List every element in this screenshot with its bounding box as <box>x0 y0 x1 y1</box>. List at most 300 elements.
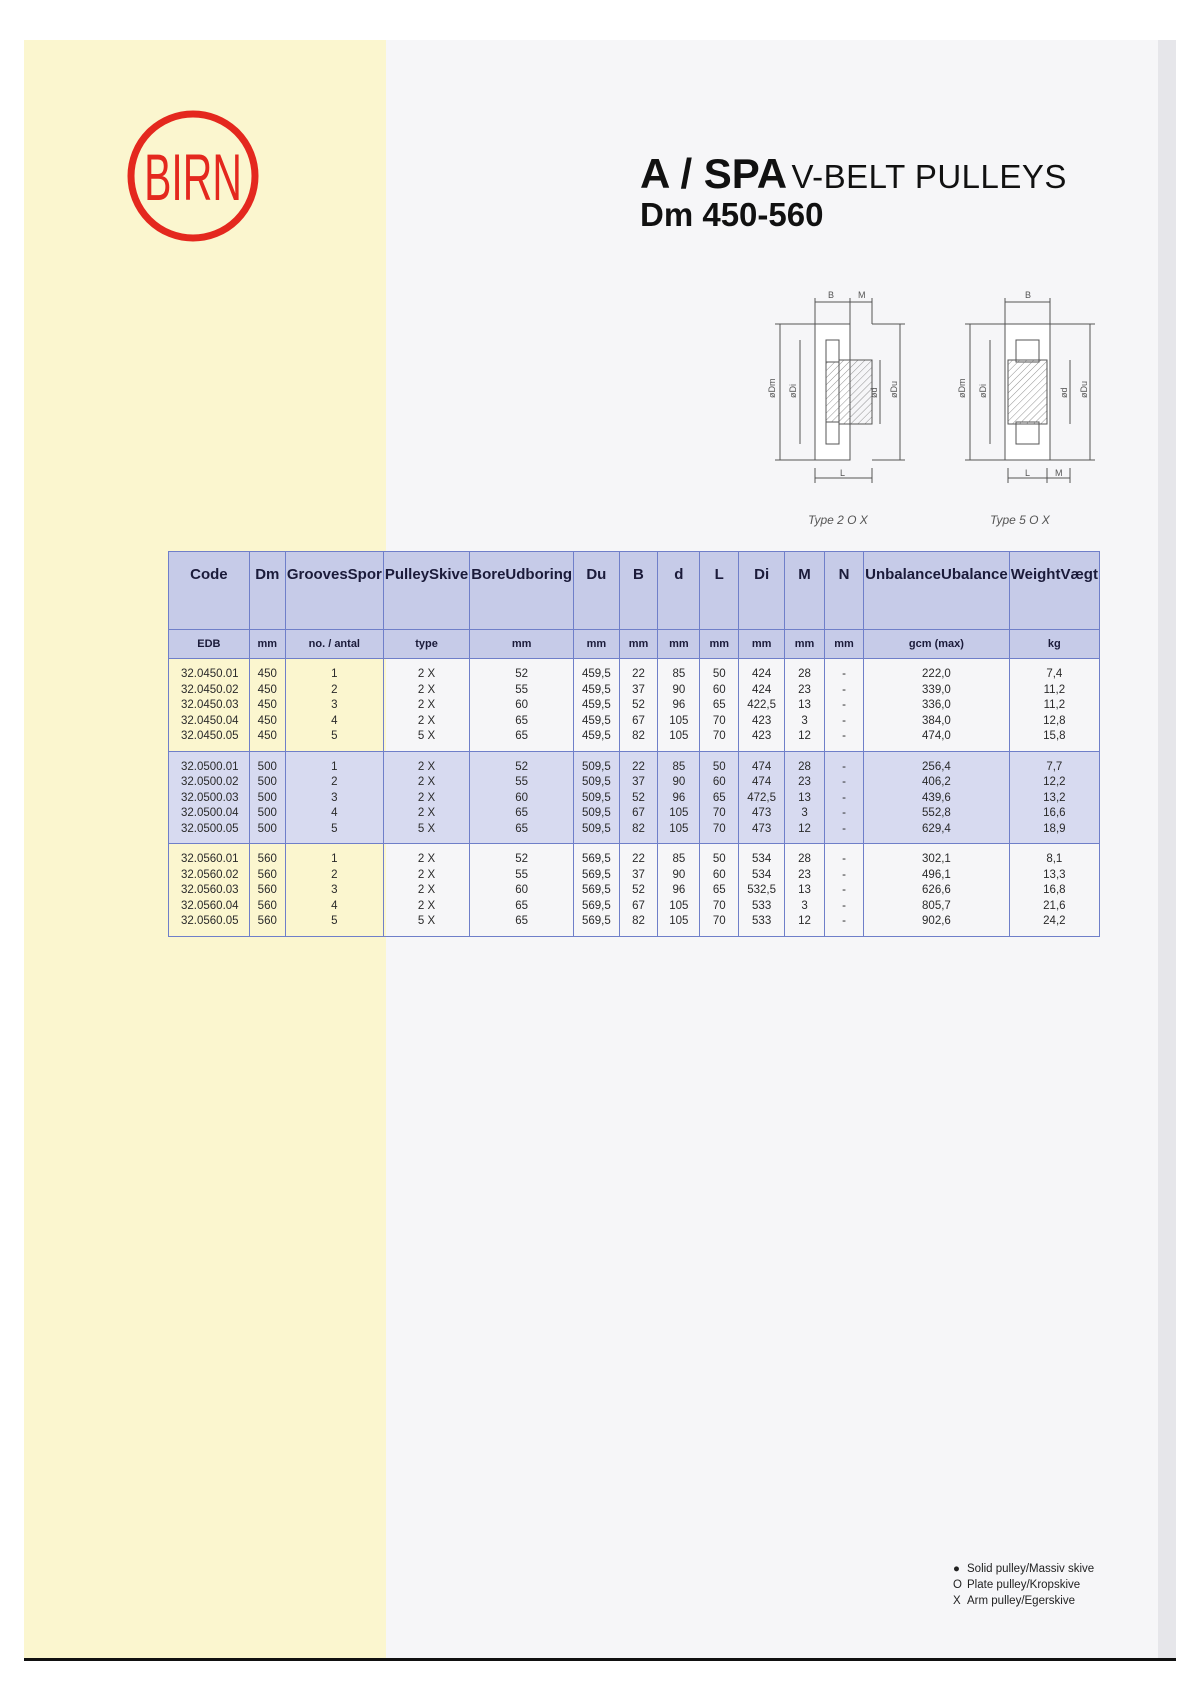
cell-value: - <box>842 822 846 835</box>
column-unit: mm <box>785 630 825 659</box>
column-header-line: d <box>674 566 684 583</box>
page-bottom-rule <box>24 1658 1176 1661</box>
dim-label-b: B <box>828 290 835 300</box>
cell-value: 424 <box>752 683 772 696</box>
table-cell <box>619 659 658 752</box>
cell-value: 32.0500.04 <box>181 807 239 819</box>
cell-value: 65 <box>515 807 529 819</box>
column-header-line: Vægt <box>1060 566 1098 583</box>
cell-value: 4 <box>331 714 338 727</box>
cell-value: - <box>842 668 846 680</box>
cell-value: 15,8 <box>1043 730 1066 742</box>
cell-value: 500 <box>257 776 277 788</box>
cell-value: 552,8 <box>922 807 951 819</box>
cell-value: 533 <box>752 915 772 927</box>
cell-value: 70 <box>712 822 726 835</box>
cell-value: 629,4 <box>922 822 951 835</box>
table-cell <box>574 844 620 937</box>
cell-value: 336,0 <box>922 699 951 711</box>
cell-value: 50 <box>712 668 726 680</box>
cell-value: 105 <box>669 822 689 835</box>
cell-value: 32.0450.02 <box>181 683 239 696</box>
cell-value: 65 <box>515 730 529 742</box>
cell-value: 509,5 <box>581 791 611 804</box>
cell-value: 2 X <box>417 714 436 727</box>
cell-value: - <box>842 791 846 804</box>
table-cell <box>658 751 700 844</box>
cell-value: 24,2 <box>1043 915 1066 927</box>
cell-value: 473 <box>752 822 772 835</box>
cell-value: 105 <box>669 915 689 927</box>
cell-value: 439,6 <box>922 791 951 804</box>
logo-text: BIRN <box>144 139 242 215</box>
cell-value: - <box>842 714 846 727</box>
cell-value: - <box>842 760 846 773</box>
cell-value: 50 <box>712 853 726 865</box>
cell-value: 569,5 <box>581 853 611 865</box>
title-light: V-BELT PULLEYS <box>791 158 1067 195</box>
cell-value: - <box>842 730 846 742</box>
cell-value: 2 X <box>417 668 436 680</box>
cell-value: 85 <box>672 760 686 773</box>
cell-value: 32.0450.05 <box>181 730 239 742</box>
table-cell <box>285 659 383 752</box>
cell-value: 32.0560.03 <box>181 884 239 896</box>
cell-value: - <box>842 807 846 819</box>
dim-label-l: L <box>1025 468 1031 478</box>
table-cell <box>574 751 620 844</box>
cell-value: 105 <box>669 899 689 912</box>
cell-value: 459,5 <box>581 683 611 696</box>
type2-caption: Type 2 O X <box>808 513 868 527</box>
dim-label-dm: øDm <box>767 378 777 398</box>
cell-value: 533 <box>752 899 772 912</box>
legend-item <box>953 1577 1094 1593</box>
column-unit: EDB <box>169 630 250 659</box>
legend-item <box>953 1593 1094 1609</box>
cell-value: 82 <box>632 822 645 835</box>
cell-value: 1 <box>331 853 338 865</box>
column-header-line: N <box>838 566 850 583</box>
cell-value: 22 <box>632 760 645 773</box>
page-title <box>640 150 1067 198</box>
cell-value: 2 <box>331 683 338 696</box>
table-row-group <box>169 659 1100 752</box>
column-unit: gcm (max) <box>864 630 1010 659</box>
dim-label-b: B <box>1025 290 1032 300</box>
table-cell <box>785 659 825 752</box>
cell-value: 450 <box>257 683 277 696</box>
cell-value: 7,7 <box>1046 760 1063 773</box>
table-cell <box>470 844 574 937</box>
cell-value: 222,0 <box>922 668 951 680</box>
column-header <box>658 552 700 630</box>
cell-value: 96 <box>672 884 686 896</box>
column-unit: type <box>383 630 469 659</box>
cell-value: 28 <box>798 760 811 773</box>
table-cell <box>249 751 285 844</box>
column-header-line: Spor <box>347 566 382 583</box>
cell-value: 82 <box>632 915 645 927</box>
cell-value: - <box>842 884 846 896</box>
cell-value: 302,1 <box>922 853 951 865</box>
cell-value: 500 <box>257 807 277 819</box>
cell-value: 60 <box>712 868 726 881</box>
legend-text: Plate pulley/Kropskive <box>967 1579 1081 1591</box>
cell-value: 16,8 <box>1043 884 1066 896</box>
cell-value: 52 <box>632 699 645 711</box>
cell-value: 32.0450.03 <box>181 699 239 711</box>
table-cell <box>383 844 469 937</box>
cell-value: 459,5 <box>581 714 611 727</box>
dim-label-du: øDu <box>1079 380 1089 398</box>
cell-value: 32.0560.04 <box>181 899 239 912</box>
table-cell <box>785 751 825 844</box>
cell-value: 18,9 <box>1043 822 1066 835</box>
table-cell <box>824 844 863 937</box>
cell-value: 560 <box>257 915 277 927</box>
cell-value: 2 X <box>417 899 436 912</box>
cell-value: 82 <box>632 730 645 742</box>
table-cell <box>169 659 250 752</box>
cell-value: 32.0450.01 <box>181 668 239 680</box>
column-header-line: Grooves <box>286 566 348 583</box>
cell-value: 90 <box>672 776 686 788</box>
cell-value: 459,5 <box>581 668 611 680</box>
table-cell <box>619 844 658 937</box>
cell-value: 12,8 <box>1043 714 1066 727</box>
table-cell <box>824 659 863 752</box>
dim-label-dm: øDm <box>957 378 967 398</box>
dim-label-d: ød <box>1059 387 1069 398</box>
cell-value: 500 <box>257 791 277 804</box>
cell-value: - <box>842 699 846 711</box>
cell-value: 12 <box>798 822 811 835</box>
cell-value: 474 <box>752 776 772 788</box>
cell-value: 509,5 <box>581 776 611 788</box>
table-cell <box>470 751 574 844</box>
table-units-row <box>169 630 1100 659</box>
table-cell <box>1009 659 1099 752</box>
cell-value: 500 <box>257 760 277 773</box>
cell-value: 60 <box>515 791 529 804</box>
cell-value: 2 X <box>417 884 436 896</box>
cell-value: 406,2 <box>922 776 951 788</box>
cell-value: 1 <box>331 668 338 680</box>
cell-value: 509,5 <box>581 760 611 773</box>
cell-value: 13 <box>798 791 811 804</box>
table-row-group <box>169 751 1100 844</box>
cell-value: 5 <box>331 822 338 835</box>
birn-logo <box>125 108 261 244</box>
column-header-line: M <box>798 566 811 583</box>
column-unit: mm <box>249 630 285 659</box>
pulley-spec-table <box>168 551 1100 937</box>
column-unit: mm <box>658 630 700 659</box>
cell-value: 60 <box>515 884 529 896</box>
cell-value: 12 <box>798 730 811 742</box>
cell-value: 459,5 <box>581 699 611 711</box>
cell-value: 13 <box>798 699 811 711</box>
cell-value: 424 <box>752 668 772 680</box>
cell-value: 805,7 <box>922 899 951 912</box>
table-cell <box>864 751 1010 844</box>
table-cell <box>864 659 1010 752</box>
cell-value: 32.0560.05 <box>181 915 239 927</box>
cell-value: 67 <box>632 714 645 727</box>
cell-value: 2 X <box>417 699 436 711</box>
cell-value: 105 <box>669 714 689 727</box>
cell-value: 569,5 <box>581 884 611 896</box>
cell-value: 496,1 <box>922 868 951 881</box>
dim-label-du: øDu <box>889 380 899 398</box>
table-row <box>169 659 1100 752</box>
cell-value: 2 X <box>417 683 436 696</box>
column-header <box>739 552 785 630</box>
column-header <box>169 552 250 630</box>
cell-value: 2 <box>331 776 338 788</box>
cell-value: 60 <box>515 699 529 711</box>
cell-value: 423 <box>752 714 772 727</box>
column-header <box>383 552 469 630</box>
cell-value: 422,5 <box>747 699 777 711</box>
table-cell <box>739 659 785 752</box>
legend-symbol: ● <box>953 1563 960 1575</box>
dim-label-m: M <box>858 290 866 300</box>
cell-value: 90 <box>672 683 686 696</box>
cell-value: 560 <box>257 899 277 912</box>
table-cell <box>658 659 700 752</box>
column-unit: mm <box>700 630 739 659</box>
cell-value: 339,0 <box>922 683 951 696</box>
cell-value: 37 <box>632 683 645 696</box>
cell-value: 626,6 <box>922 884 951 896</box>
cell-value: 509,5 <box>581 807 611 819</box>
title-bold: A / SPA <box>640 150 788 197</box>
cell-value: 65 <box>515 822 529 835</box>
cell-value: 55 <box>515 776 529 788</box>
cell-value: 70 <box>712 807 726 819</box>
cell-value: 472,5 <box>747 791 777 804</box>
cell-value: 67 <box>632 899 645 912</box>
column-header-line: Dm <box>255 566 280 583</box>
cell-value: 474,0 <box>922 730 951 742</box>
cell-value: 60 <box>712 683 726 696</box>
cell-value: 450 <box>257 668 277 680</box>
column-header-line: Bore <box>471 566 506 583</box>
dim-label-m: M <box>1055 468 1063 478</box>
cell-value: 1 <box>331 760 338 773</box>
column-unit: mm <box>739 630 785 659</box>
table-cell <box>700 659 739 752</box>
cell-value: 450 <box>257 699 277 711</box>
cell-value: 560 <box>257 853 277 865</box>
cell-value: 11,2 <box>1043 683 1066 696</box>
cell-value: 85 <box>672 668 686 680</box>
column-header <box>700 552 739 630</box>
cell-value: 96 <box>672 699 686 711</box>
page-subtitle: Dm 450-560 <box>640 196 824 233</box>
legend-text: Arm pulley/Egerskive <box>967 1595 1076 1607</box>
cell-value: 509,5 <box>581 822 611 835</box>
cell-value: 16,6 <box>1043 807 1066 819</box>
cell-value: 52 <box>632 884 645 896</box>
cell-value: - <box>842 899 846 912</box>
legend-item <box>953 1561 1094 1577</box>
cell-value: - <box>842 776 846 788</box>
cell-value: - <box>842 915 846 927</box>
legend-symbol: O <box>953 1579 962 1591</box>
cell-value: - <box>842 868 846 881</box>
table-cell <box>619 751 658 844</box>
cell-value: 52 <box>515 668 529 680</box>
cell-value: 67 <box>632 807 645 819</box>
cell-value: 70 <box>712 714 726 727</box>
dim-label-l: L <box>840 468 846 478</box>
table-cell <box>700 751 739 844</box>
cell-value: 85 <box>672 853 686 865</box>
table-cell <box>249 844 285 937</box>
cell-value: 3 <box>331 699 338 711</box>
table-cell <box>864 844 1010 937</box>
column-header <box>864 552 1010 630</box>
column-unit: mm <box>470 630 574 659</box>
cell-value: 55 <box>515 868 529 881</box>
column-unit: no. / antal <box>285 630 383 659</box>
column-header-line: Skive <box>429 566 469 583</box>
cell-value: 65 <box>712 884 726 896</box>
table-cell <box>470 659 574 752</box>
cell-value: 2 X <box>417 868 436 881</box>
cell-value: 256,4 <box>922 760 951 773</box>
column-header-line: Udboring <box>505 566 573 583</box>
dim-label-di: øDi <box>788 384 798 398</box>
table-cell <box>285 844 383 937</box>
cell-value: 560 <box>257 868 277 881</box>
column-header <box>285 552 383 630</box>
cell-value: 52 <box>515 760 529 773</box>
cell-value: 52 <box>632 791 645 804</box>
cell-value: 23 <box>798 776 811 788</box>
table-header-row <box>169 552 1100 630</box>
cell-value: 70 <box>712 899 726 912</box>
cell-value: 13 <box>798 884 811 896</box>
column-header-line: Weight <box>1010 566 1061 583</box>
cell-value: 2 X <box>417 760 436 773</box>
cell-value: 12 <box>798 915 811 927</box>
column-header <box>249 552 285 630</box>
cell-value: 569,5 <box>581 915 611 927</box>
column-header-line: L <box>714 566 724 583</box>
cell-value: 105 <box>669 807 689 819</box>
cell-value: 5 X <box>417 822 436 835</box>
dim-label-di: øDi <box>978 384 988 398</box>
cell-value: 8,1 <box>1046 853 1063 865</box>
cell-value: 65 <box>515 714 529 727</box>
cell-value: 50 <box>712 760 726 773</box>
legend-text: Solid pulley/Massiv skive <box>967 1563 1095 1575</box>
cell-value: 2 <box>331 868 338 881</box>
cell-value: 12,2 <box>1043 776 1066 788</box>
column-unit: mm <box>619 630 658 659</box>
page-edge-shadow <box>1158 40 1176 1660</box>
cell-value: 32.0500.05 <box>181 822 239 835</box>
cell-value: 32.0500.03 <box>181 791 239 804</box>
pulley-drawing-type5 <box>950 288 1120 498</box>
table-cell <box>285 751 383 844</box>
table-cell <box>1009 751 1099 844</box>
cell-value: 13,3 <box>1043 868 1066 881</box>
table-cell <box>739 844 785 937</box>
column-header <box>824 552 863 630</box>
column-header-line: Code <box>190 566 228 583</box>
cell-value: 459,5 <box>581 730 611 742</box>
cell-value: 32.0560.01 <box>181 853 239 865</box>
column-unit: mm <box>574 630 620 659</box>
column-header-line: B <box>633 566 644 583</box>
cell-value: 500 <box>257 822 277 835</box>
table-cell <box>700 844 739 937</box>
table-row <box>169 844 1100 937</box>
column-header <box>1009 552 1099 630</box>
column-unit: mm <box>824 630 863 659</box>
cell-value: 90 <box>672 868 686 881</box>
cell-value: 65 <box>712 699 726 711</box>
column-header-line: Di <box>754 566 770 583</box>
cell-value: 2 X <box>417 791 436 804</box>
column-header-line: Unbalance <box>865 566 941 583</box>
cell-value: 2 X <box>417 776 436 788</box>
cell-value: 5 X <box>417 915 436 927</box>
cell-value: 70 <box>712 915 726 927</box>
cell-value: 569,5 <box>581 868 611 881</box>
table-row <box>169 751 1100 844</box>
cell-value: 65 <box>515 915 529 927</box>
cell-value: 28 <box>798 853 811 865</box>
column-header <box>470 552 574 630</box>
column-header <box>619 552 658 630</box>
legend-symbol: X <box>953 1595 961 1607</box>
cell-value: 534 <box>752 868 772 881</box>
cell-value: 70 <box>712 730 726 742</box>
cell-value: 21,6 <box>1043 899 1066 912</box>
cell-value: 2 X <box>417 853 436 865</box>
cell-value: 60 <box>712 776 726 788</box>
cell-value: 3 <box>801 807 808 819</box>
cell-value: 4 <box>331 899 338 912</box>
column-header-line: Ubalance <box>941 566 1008 583</box>
cell-value: 11,2 <box>1043 699 1066 711</box>
cell-value: - <box>842 853 846 865</box>
cell-value: 5 X <box>417 730 436 742</box>
cell-value: - <box>842 683 846 696</box>
table-cell <box>249 659 285 752</box>
table-cell <box>169 844 250 937</box>
column-header <box>785 552 825 630</box>
cell-value: 22 <box>632 668 645 680</box>
cell-value: 52 <box>515 853 529 865</box>
table-cell <box>169 751 250 844</box>
cell-value: 22 <box>632 853 645 865</box>
cell-value: 7,4 <box>1046 668 1063 680</box>
table-cell <box>739 751 785 844</box>
dim-label-d: ød <box>869 387 879 398</box>
pulley-drawing-type2 <box>760 288 925 498</box>
cell-value: 560 <box>257 884 277 896</box>
table-cell <box>383 659 469 752</box>
cell-value: 32.0500.02 <box>181 776 239 788</box>
cell-value: 3 <box>331 791 338 804</box>
